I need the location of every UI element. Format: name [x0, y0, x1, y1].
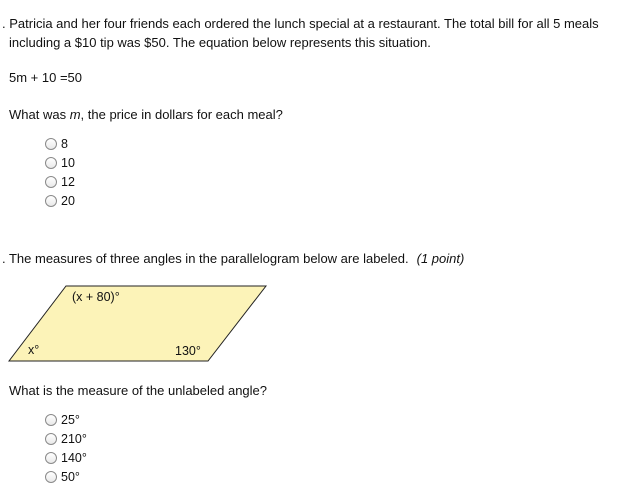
- question1-option[interactable]: [45, 172, 75, 191]
- question1-text-line1: . Patricia and her four friends each ordered the lunch special at a restaurant. The total bill for all 5 meals: [2, 16, 599, 31]
- question2-options: [45, 410, 87, 486]
- question1-equation: 5m + 10 =50: [9, 70, 82, 85]
- question2-prompt: What is the measure of the unlabeled angle?: [9, 383, 268, 398]
- question1-prompt: [9, 105, 283, 124]
- question2-option[interactable]: [45, 467, 87, 486]
- radio-button[interactable]: [45, 176, 57, 188]
- question1-option[interactable]: [45, 134, 75, 153]
- question2-points: (1 point): [416, 251, 465, 266]
- radio-button[interactable]: [45, 138, 57, 150]
- option-label: 50°: [61, 469, 80, 484]
- question2-option[interactable]: [45, 429, 87, 448]
- question2-option[interactable]: [45, 410, 87, 429]
- radio-button[interactable]: [45, 471, 57, 483]
- radio-button[interactable]: [45, 195, 57, 207]
- option-label: 12: [61, 174, 75, 189]
- option-label: 20: [61, 193, 75, 208]
- question2-text: . The measures of three angles in the parallelogram below are labeled.: [2, 251, 409, 266]
- option-label: 140°: [61, 450, 87, 465]
- question1-prompt-variable: m: [69, 107, 81, 122]
- question1-prompt-before: What was: [9, 107, 70, 122]
- angle-label-right: 130°: [175, 344, 201, 358]
- question2-option[interactable]: [45, 448, 87, 467]
- angle-label-top: (x + 80)°: [72, 290, 120, 304]
- angle-label-left: x°: [28, 343, 40, 357]
- question1-options: [45, 134, 75, 210]
- option-label: 10: [61, 155, 75, 170]
- option-label: 8: [61, 136, 68, 151]
- parallelogram-figure: [8, 282, 273, 364]
- option-label: 210°: [61, 431, 87, 446]
- radio-button[interactable]: [45, 433, 57, 445]
- radio-button[interactable]: [45, 157, 57, 169]
- question2-header: [2, 249, 464, 268]
- radio-button[interactable]: [45, 414, 57, 426]
- question1-option[interactable]: [45, 191, 75, 210]
- question1-text-line2: including a $10 tip was $50. The equation below represents this situation.: [9, 35, 431, 50]
- radio-button[interactable]: [45, 452, 57, 464]
- option-label: 25°: [61, 412, 80, 427]
- parallelogram-diagram: [8, 282, 273, 364]
- question1-option[interactable]: [45, 153, 75, 172]
- question1-prompt-after: , the price in dollars for each meal?: [80, 107, 283, 122]
- parallelogram-shape: [9, 286, 266, 361]
